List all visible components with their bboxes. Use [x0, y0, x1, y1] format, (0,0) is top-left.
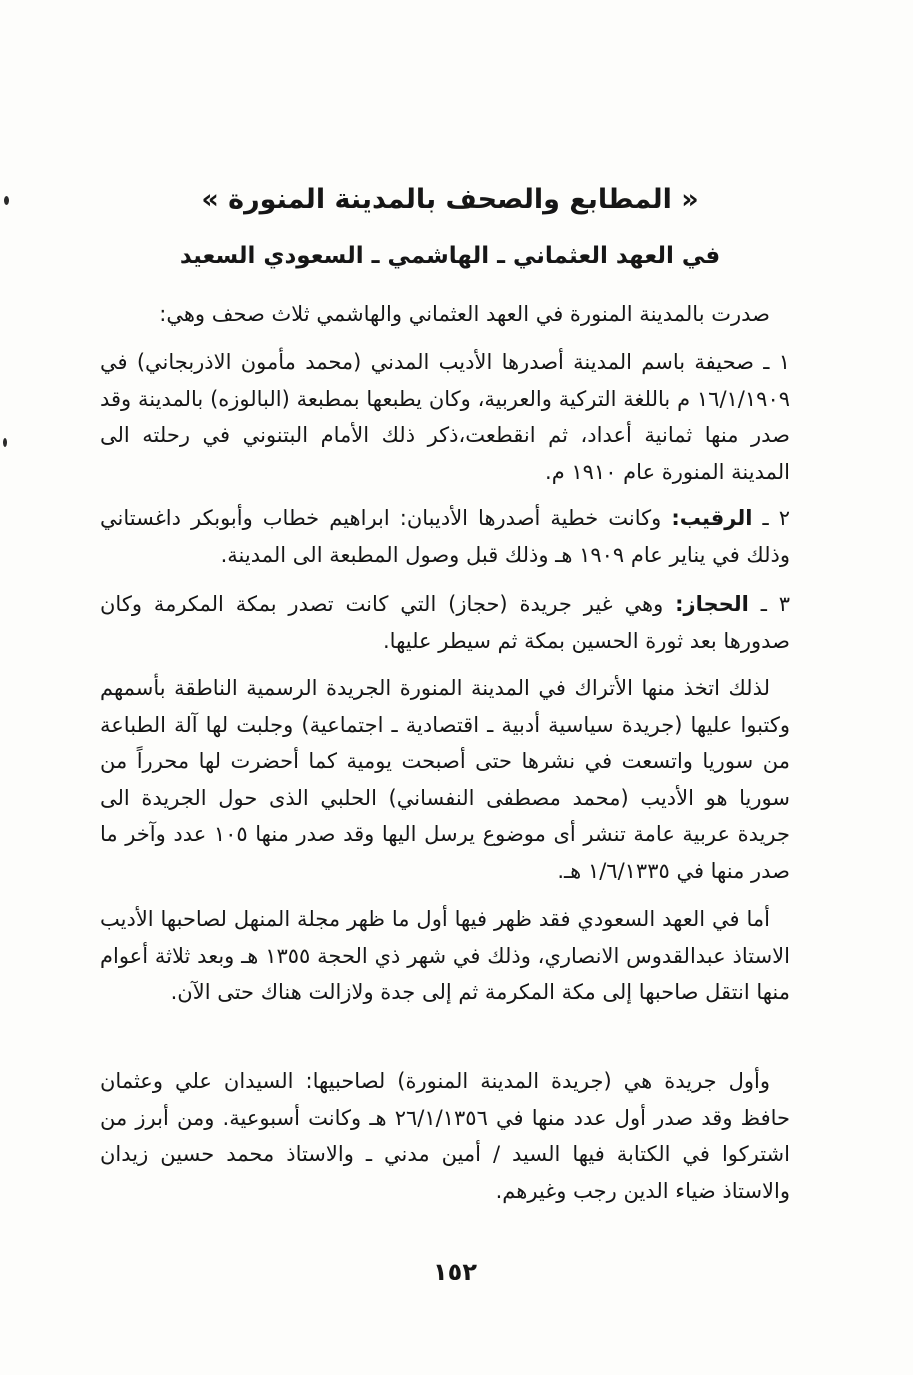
list-item — [100, 586, 790, 659]
item-text: وهي غير جريدة (حجاز) التي كانت تصدر بمكة المكرمة وكان صدورها بعد ثورة الحسين بمكة ثم سيطر عليها. — [100, 592, 790, 653]
paragraph: وأول جريدة هي (جريدة المدينة المنورة) لصاحبيها: السيدان علي وعثمان حافظ وقد صدر أول عدد منها في ٢٦/١/١٣٥٦ هـ وكانت أسبوعية. ومن أبرز من اشتركوا في الكتابة فيها السيد / أمين مدني ـ والاستاذ محمد حسين زيدان والاستاذ ضياء الدين رجب وغيرهم. — [100, 1069, 791, 1203]
item-number: ٢ ـ — [762, 506, 791, 530]
item-name: الحجاز: — [675, 592, 749, 616]
list-item — [100, 500, 790, 573]
item-name: الرقيب: — [671, 506, 753, 530]
list-item — [100, 344, 790, 490]
scan-mark-top — [4, 196, 9, 205]
page-number: ١٥٢ — [433, 1258, 477, 1286]
scan-mark-middle — [3, 438, 7, 447]
paragraph: أما في العهد السعودي فقد ظهر فيها أول ما ظهر مجلة المنهل لصاحبها الأديب الاستاذ عبدالقدوس الانصاري، وذلك في شهر ذي الحجة ١٣٥٥ هـ وبعد ثلاثة أعوام منها انتقل صاحبها إلى مكة المكرمة ثم إلى جدة ولازالت هناك حتى الآن. — [100, 907, 790, 1004]
item-number: ٣ ـ — [760, 592, 790, 616]
intro-paragraph: صدرت بالمدينة المنورة في العهد العثماني والهاشمي ثلاث صحف وهي: — [159, 302, 770, 326]
item-text: وكانت خطية أصدرها الأديبان: ابراهيم خطاب وأبوبكر داغستاني وذلك في يناير عام ١٩٠٩ هـ وذلك قبل وصول المطبعة الى المدينة. — [100, 506, 790, 567]
paragraph: لذلك اتخذ منها الأتراك في المدينة المنورة الجريدة الرسمية الناطقة بأسمهم وكتبوا عليها (جريدة سياسية أدبية ـ اقتصادية ـ اجتماعية) وجلبت لها آلة الطباعة من سوريا واتسعت في نشرها حتى أصبحت يومية كما أحضرت لها محرراً من سوريا هو الأديب (محمد مصطفى النفساني) الحلبي الذى حول الجريدة الى جريدة عربية عامة تنشر أى موضوع يرسل اليها وقد صدر منها ١٠٥ عدد وآخر ما صدر منها في ١/٦/١٣٣٥ هـ. — [100, 676, 791, 883]
item-number: ١ ـ — [763, 350, 790, 374]
page-title: « المطابع والصحف بالمدينة المنورة » — [201, 184, 699, 215]
item-text: صحيفة باسم المدينة أصدرها الأديب المدني (محمد مأمون الاذربجاني) في ١٦/١/١٩٠٩ م باللغة التركية والعربية، وكان يطبعها بمطبعة (البالوزه) بالمدينة وقد صدر منها ثمانية أعداد، ثم انقطعت،ذكر ذلك الأمام البتنوني في رحلته الى المدينة المنورة عام ١٩١٠ م. — [100, 350, 790, 484]
page-subtitle: في العهد العثماني ـ الهاشمي ـ السعودي السعيد — [179, 243, 721, 269]
